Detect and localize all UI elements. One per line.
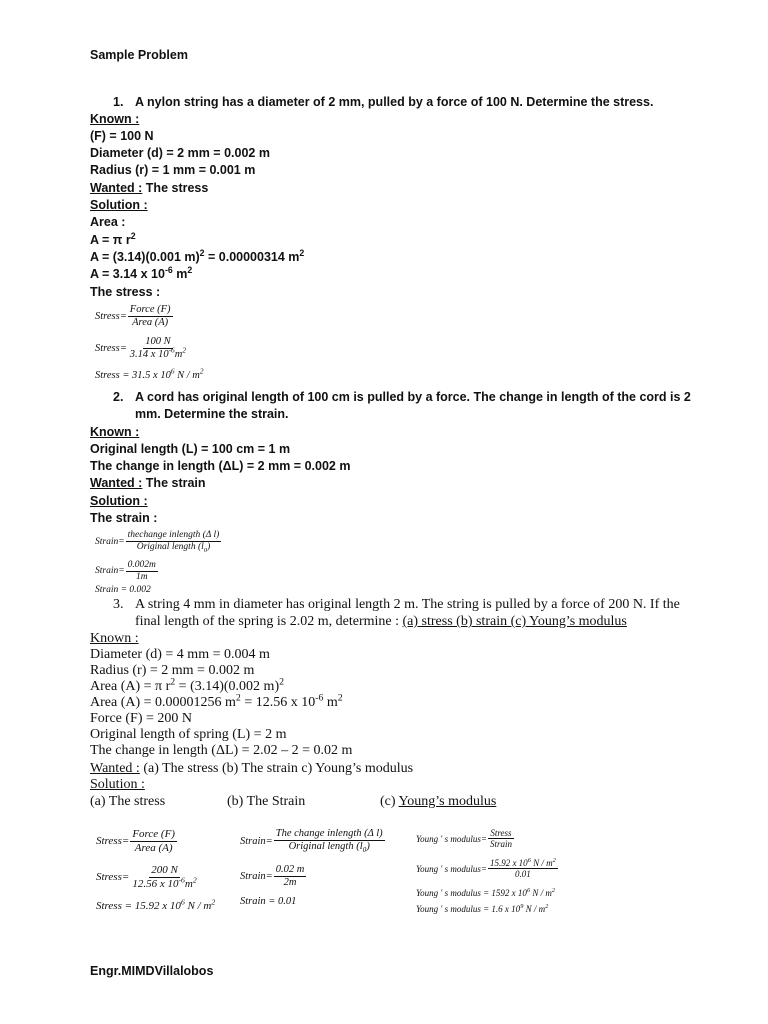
known-line-area: Area (A) = π $r^2 = (3.14)(0.002$ m)$^2$: [90, 676, 285, 694]
column-heading-strain: (b) The Strain: [227, 794, 306, 809]
known-heading: Known :: [90, 631, 139, 646]
known-line: Original length of spring (L) = 2 m: [90, 727, 287, 742]
known-line: The change in length (ΔL) = 2.02 – 2 = 0.02 m: [90, 743, 353, 758]
strain-eq-b1: Strain = $\frac{\text{The change inlength (Δ l)}}{Original length (l_0)}$: [240, 828, 383, 855]
known-line: Radius (r) = 2 mm = 0.002 m: [90, 663, 255, 678]
known-line: Diameter (d) = 2 mm = 0.002 m: [90, 146, 270, 160]
stress-equation-2: Stress = $\frac{100 N}{3.14 x 10^{-6}m^2}$: [95, 336, 186, 361]
known-line: (F) = 100 N: [90, 129, 154, 143]
known-line: Force (F) = 200 N: [90, 711, 192, 726]
known-heading: Known :: [90, 112, 140, 126]
problem-3-question: [113, 597, 680, 613]
question-text: A cord has original length of 100 cm is pulled by a force. The change in length of the cord is 2: [135, 390, 691, 404]
youngs-result-2: Young ' s modulus = 1.6 x $10^9$ N / $m^2$: [416, 903, 549, 914]
problem-number: 1.: [113, 95, 124, 109]
wanted-text: (a) The stress (b) The strain c) Young’s modulus: [143, 761, 414, 776]
known-line-area-2: Area (A) = 0.00001256 $m^2 = 12.56$ x $10^{-6}$ $m^2$: [90, 692, 343, 710]
strain-result-b: Strain = 0.01: [240, 896, 297, 907]
solution-heading: Solution :: [90, 777, 145, 792]
known-line: Radius (r) = 1 mm = 0.001 m: [90, 163, 256, 177]
wanted-text: The stress: [145, 181, 209, 195]
area-formula: A = π $r^2$: [90, 230, 136, 247]
stress-eq-a2: Stress = $\frac{200 N}{12.56 x 10^{-6}m^2}$: [96, 864, 197, 890]
wanted-heading: Wanted :: [90, 476, 143, 490]
question-text-cont: final length of the spring is 2.02 m, determine : (a) stress (b) strain (c) Young’s modulus: [135, 614, 627, 629]
stress-result: Stress = 31.5 x $10^6$ N / $m^2$: [95, 366, 204, 381]
known-line: Diameter (d) = 4 mm = 0.004 m: [90, 647, 270, 662]
strain-equation-2: Strain = $\frac{0.002m}{1m}$: [95, 560, 156, 582]
solution-heading: Solution :: [90, 198, 148, 212]
stress-eq-a1: Stress = $\frac{\text{Force (F)}}{\text{Area (A)}}$: [96, 828, 175, 854]
question-text: A nylon string has a diameter of 2 mm, pulled by a force of 100 N. Determine the stress.: [135, 95, 654, 109]
area-label: Area :: [90, 215, 126, 229]
area-calculation: A = (3.14)(0.001 m)$^2$ = 0.00000314 $m^2$: [90, 247, 305, 264]
problem-1-question: [113, 95, 653, 109]
wanted-line: [90, 181, 208, 195]
area-result: A = 3.14 x $10^{-6}$ $m^2$: [90, 264, 193, 281]
page-title: Sample Problem: [90, 48, 188, 62]
strain-label: The strain :: [90, 511, 158, 525]
youngs-result-1: Young ' s modulus = 1592 x $10^6$ N / $m^2$: [416, 887, 556, 898]
column-heading-stress: (a) The stress: [90, 794, 166, 809]
strain-equation-1: Strain = $\frac{\text{thechange inlength (Δ l)}}{Original length (l_0)}$: [95, 530, 220, 554]
strain-result: Strain = 0.002: [95, 585, 151, 595]
problem-2-question: [113, 390, 691, 404]
solution-heading: Solution :: [90, 494, 148, 508]
known-line: Original length (L) = 100 cm = 1 m: [90, 442, 291, 456]
youngs-eq-c2: Young ' s modulus = $\frac{15.92 x 10^6 N / m^2}{0.01}$: [416, 857, 556, 880]
known-line: The change in length (ΔL) = 2 mm = 0.002 m: [90, 459, 351, 473]
strain-eq-b2: Strain = $\frac{0.02 m}{2m}$: [240, 864, 305, 889]
footer-author: Engr.MIMDVillalobos: [90, 964, 214, 978]
wanted-heading: Wanted :: [90, 761, 140, 776]
known-heading: Known :: [90, 425, 140, 439]
wanted-heading: Wanted :: [90, 181, 143, 195]
stress-label: The stress :: [90, 285, 161, 299]
youngs-eq-c1: Young ' s modulus = $\frac{\text{Stress}}{\text{Strain}}$: [416, 828, 512, 850]
problem-number: 2.: [113, 390, 124, 404]
question-text: A string 4 mm in diameter has original length 2 m. The string is pulled by a force of 200 N. If the: [135, 597, 680, 612]
wanted-line: [90, 761, 413, 777]
wanted-text: The strain: [145, 476, 206, 490]
question-text-cont: mm. Determine the strain.: [135, 407, 289, 421]
problem-number: 3.: [113, 597, 124, 612]
stress-result-a: Stress = 15.92 x $10^6$ N / $m^2$: [96, 897, 216, 912]
column-heading-youngs: (c) Young’s modulus: [380, 794, 497, 809]
wanted-line: [90, 476, 206, 490]
stress-equation-1: Stress = $\frac{\text{Force (F)}}{\text{Area (A)}}$: [95, 304, 171, 329]
